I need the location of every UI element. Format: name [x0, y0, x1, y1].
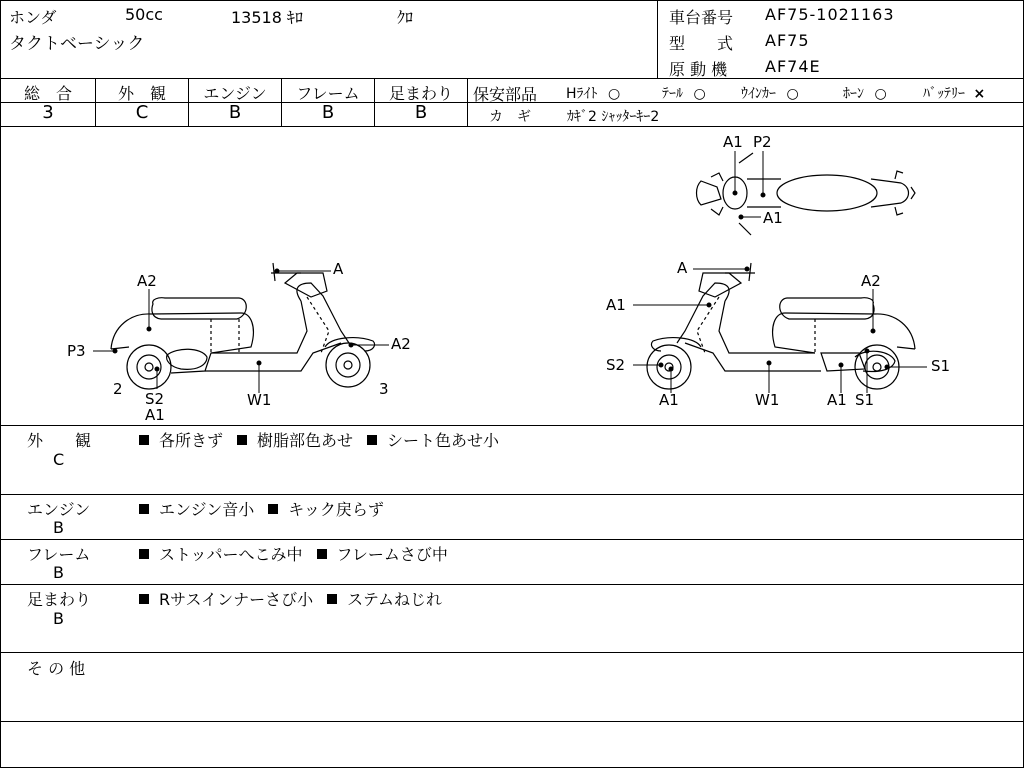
diagram-label: A1 — [827, 391, 847, 409]
section-label-exterior: 外 観 — [27, 431, 92, 450]
remark-item — [139, 497, 254, 520]
horn-status: ○ — [874, 86, 887, 102]
remark-item — [139, 587, 313, 610]
body-color: ｸﾛ — [397, 8, 414, 27]
section-grade-suspension: B — [53, 609, 64, 628]
safety-parts-label: 保安部品 — [473, 85, 538, 104]
remark-text: シート色あせ小 — [387, 431, 500, 450]
bullet-square-icon — [317, 549, 327, 559]
key-label: カ ギ — [489, 109, 531, 125]
key-value: ｶｷﾞ2 ｼｬｯﾀｰｷｰ2 — [567, 109, 660, 125]
remark-item — [139, 542, 303, 565]
remark-item — [367, 428, 499, 451]
remark-text: エンジン音小 — [159, 500, 255, 519]
diagram-label: S1 — [855, 391, 875, 409]
damage-diagram — [1, 127, 1023, 425]
remark-text: フレームさび中 — [336, 545, 448, 564]
taillight-status: ○ — [693, 86, 706, 102]
bullet-square-icon — [139, 549, 149, 559]
grade-label-suspension: 足まわり — [388, 84, 453, 103]
model-name: タクトベーシック — [9, 34, 145, 54]
displacement: 50cc — [125, 5, 163, 24]
remark-item — [237, 428, 353, 451]
frame-number: AF75-1021163 — [765, 5, 895, 24]
diagram-label: S2 — [145, 390, 165, 408]
safety-taillight — [662, 83, 706, 103]
safety-item-name: ﾃｰﾙ — [662, 86, 683, 102]
safety-item-name: ﾎｰﾝ — [843, 86, 864, 102]
section-label-other: そ の 他 — [27, 659, 86, 678]
battery-status: × — [973, 86, 986, 102]
bullet-square-icon — [268, 504, 278, 514]
bullet-square-icon — [139, 504, 149, 514]
headlight-status: ○ — [607, 86, 621, 102]
grade-value-exterior: C — [135, 102, 149, 123]
diagram-label: A1 — [659, 391, 679, 409]
diagram-label: P2 — [753, 133, 772, 151]
safety-horn — [843, 83, 887, 103]
diagram-label: 2 — [113, 380, 123, 398]
type-value: AF75 — [765, 31, 810, 50]
bullet-square-icon — [139, 435, 149, 445]
grade-value-suspension: B — [414, 102, 428, 123]
safety-item-name: ﾊﾞｯﾃﾘｰ — [923, 86, 965, 102]
header-divider — [657, 1, 658, 78]
section-label-engine: エンジン — [27, 500, 91, 519]
bullet-square-icon — [237, 435, 247, 445]
remark-text: 各所きず — [159, 431, 224, 450]
remark-text: 樹脂部色あせ — [257, 431, 354, 450]
frame-number-label: 車台番号 — [669, 8, 734, 27]
section-rule — [1, 721, 1023, 722]
bullet-square-icon — [327, 594, 337, 604]
diagram-label: A1 — [723, 133, 743, 151]
scooter-top-view — [697, 153, 916, 235]
safety-item-name: ｳｲﾝｶｰ — [741, 86, 776, 102]
diagram-label: A — [333, 260, 344, 278]
section-rule — [1, 539, 1023, 540]
safety-item-name: Hﾗｲﾄ — [566, 86, 598, 102]
section-rule — [1, 494, 1023, 495]
remark-item — [268, 497, 384, 520]
engine-value: AF74E — [765, 57, 821, 76]
diagram-label: S2 — [606, 356, 626, 374]
section-label-suspension: 足まわり — [27, 590, 92, 609]
bullet-square-icon — [139, 594, 149, 604]
grade-label-engine: エンジン — [203, 84, 267, 103]
diagram-label: W1 — [247, 391, 272, 409]
grade-label-frame: フレーム — [296, 84, 360, 103]
bullet-square-icon — [367, 435, 377, 445]
diagram-label: A1 — [145, 406, 165, 424]
diagram-label: P3 — [67, 342, 86, 360]
safety-midline — [467, 102, 1023, 103]
section-rule — [1, 652, 1023, 653]
diagram-bottom-rule — [1, 425, 1023, 426]
remark-item — [327, 587, 442, 610]
remark-text: ステムねじれ — [347, 590, 443, 609]
winker-status: ○ — [786, 86, 799, 102]
remark-item — [139, 428, 223, 451]
exterior-remarks — [139, 428, 499, 451]
grade-value-engine: B — [228, 102, 242, 123]
grade-label-overall: 総 合 — [23, 84, 72, 103]
diagram-label: A2 — [391, 335, 411, 353]
diagram-label: A1 — [606, 296, 626, 314]
section-grade-frame: B — [53, 563, 64, 582]
section-rule — [1, 584, 1023, 585]
diagram-label: 3 — [379, 380, 389, 398]
remark-text: ストッパーへこみ中 — [159, 545, 303, 564]
section-grade-exterior: C — [53, 450, 65, 469]
safety-battery — [923, 83, 985, 103]
grade-value-frame: B — [321, 102, 335, 123]
safety-winker — [741, 83, 799, 103]
section-grade-engine: B — [53, 518, 64, 537]
engine-label: 原 動 機 — [669, 60, 728, 79]
diagram-label: A — [677, 259, 688, 277]
diagram-label: S1 — [931, 357, 951, 375]
remark-text: キック戻らず — [288, 500, 384, 519]
maker: ホンダ — [9, 8, 57, 27]
safety-headlight — [566, 83, 620, 103]
diagram-label: A1 — [763, 209, 783, 227]
diagram-label: A2 — [861, 272, 881, 290]
frame-remarks — [139, 542, 448, 565]
section-label-frame: フレーム — [27, 545, 91, 564]
grade-value-overall: 3 — [42, 102, 54, 123]
mileage: 13518 ｷﾛ — [231, 8, 303, 27]
header-bottom-rule — [1, 78, 1023, 79]
remark-item — [317, 542, 448, 565]
engine-remarks — [139, 497, 384, 520]
diagram-label: W1 — [755, 391, 780, 409]
remark-text: Rサスインナーさび小 — [159, 590, 314, 609]
grade-label-exterior: 外 観 — [117, 84, 166, 103]
diagram-label: A2 — [137, 272, 157, 290]
suspension-remarks — [139, 587, 442, 610]
type-label: 型 式 — [669, 34, 734, 53]
